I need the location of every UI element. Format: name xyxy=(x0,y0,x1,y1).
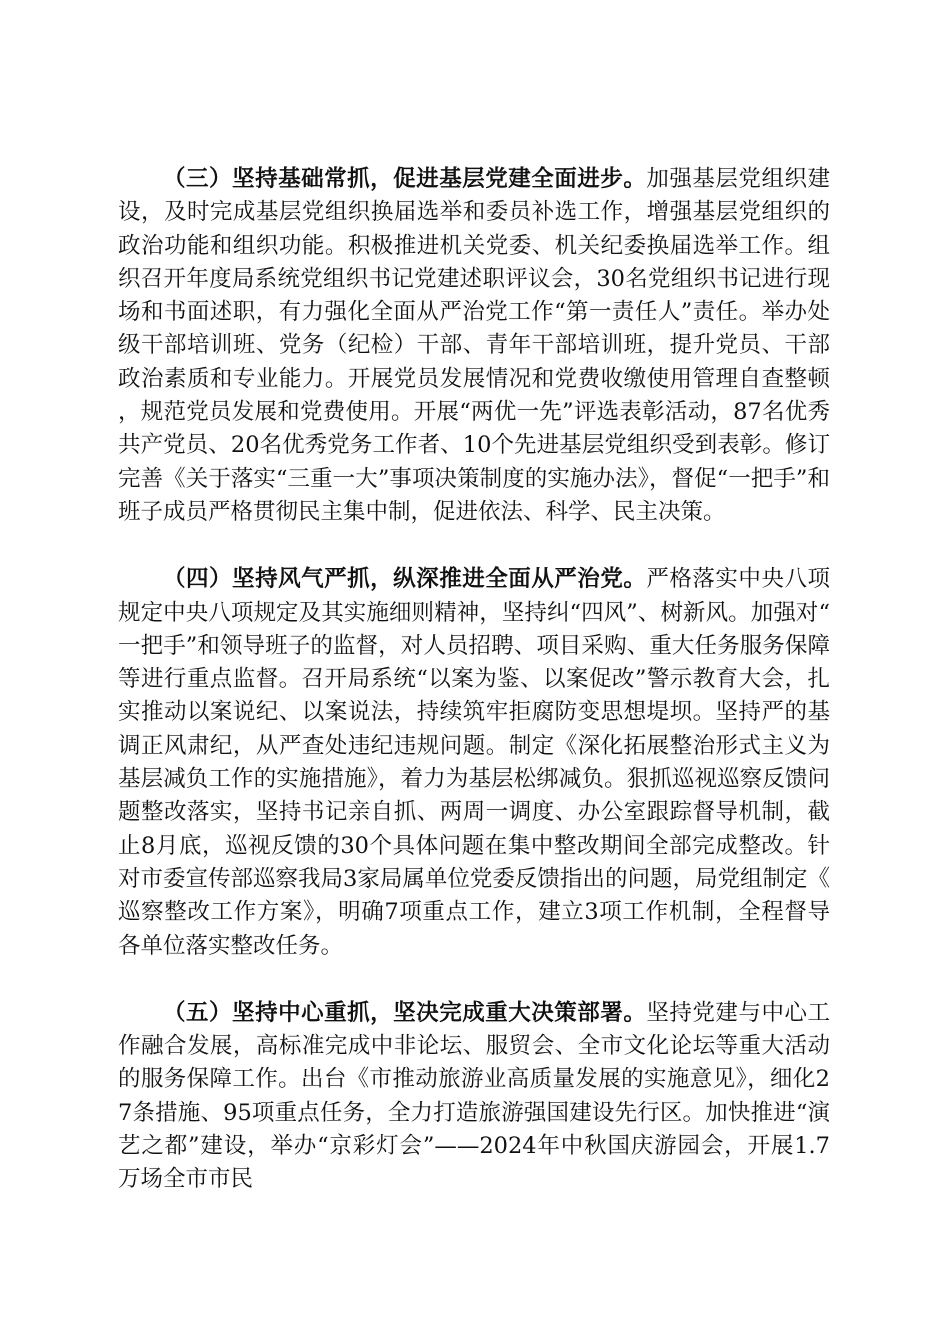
paragraph-five xyxy=(118,997,830,1197)
paragraph-text: 严格落实中央八项规定中央八项规定及其实施细则精神，坚持纠“四风”、树新风。加强对“一把手”和领导班子的监督，对人员招聘、项目采购、重大任务服务保障等进行重点监督。召开局系统“以案为鉴、以案促改”警示教育大会，扎实推动以案说纪、以案说法，持续筑牢拒腐防变思想堤坝。坚持严的基调正风肃纪，从严查处违纪违规问题。制定《深化拓展整治形式主义为基层减负工作的实施措施》，着力为基层松绑减负。狠抓巡视巡察反馈问题整改落实，坚持书记亲自抓、两周一调度、办公室跟踪督导机制，截止8月底，巡视反馈的30个具体问题在集中整改期间全部完成整改。针对市委宣传部巡察我局3家局属单位党委反馈指出的问题，局党组制定《巡察整改工作方案》，明确7项重点工作，建立3项工作机制，全程督导各单位落实整改任务。 xyxy=(118,566,830,959)
paragraph-heading: （三）坚持基础常抓，促进基层党建全面进步。 xyxy=(163,166,647,192)
paragraph-heading: （四）坚持风气严抓，纵深推进全面从严治党。 xyxy=(163,566,647,593)
document-body xyxy=(118,163,830,1231)
paragraph-text: 坚持党建与中心工作融合发展，高标准完成中非论坛、服贸会、全市文化论坛等重大活动的服务保障工作。出台《市推动旅游业高质量发展的实施意见》，细化27条措施、95项重点任务，全力打造旅游强国建设先行区。加快推进“演艺之都”建设，举办“京彩灯会”——2024年中秋国庆游园会，开展1.7万场全市市民 xyxy=(118,999,830,1193)
paragraph-heading: （五）坚持中心重抓，坚决完成重大决策部署。 xyxy=(163,999,647,1026)
paragraph-text: 加强基层党组织建设，及时完成基层党组织换届选举和委员补选工作，增强基层党组织的政治功能和组织功能。积极推进机关党委、机关纪委换届选举工作。组织召开年度局系统党组织书记党建述职评议会，30名党组织书记进行现场和书面述职，有力强化全面从严治党工作“第一责任人”责任。举办处级干部培训班、党务（纪检）干部、青年干部培训班，提升党员、干部政治素质和专业能力。开展党员发展情况和党费收缴使用管理自查整顿，规范党员发展和党费使用。开展“两优一先”评选表彰活动，87名优秀共产党员、20名优秀党务工作者、10个先进基层党组织受到表彰。修订完善《关于落实“三重一大”事项决策制度的实施办法》，督促“一把手”和班子成员严格贯彻民主集中制，促进依法、科学、民主决策。 xyxy=(118,166,830,525)
paragraph-four xyxy=(118,563,830,963)
paragraph-three xyxy=(118,163,830,529)
